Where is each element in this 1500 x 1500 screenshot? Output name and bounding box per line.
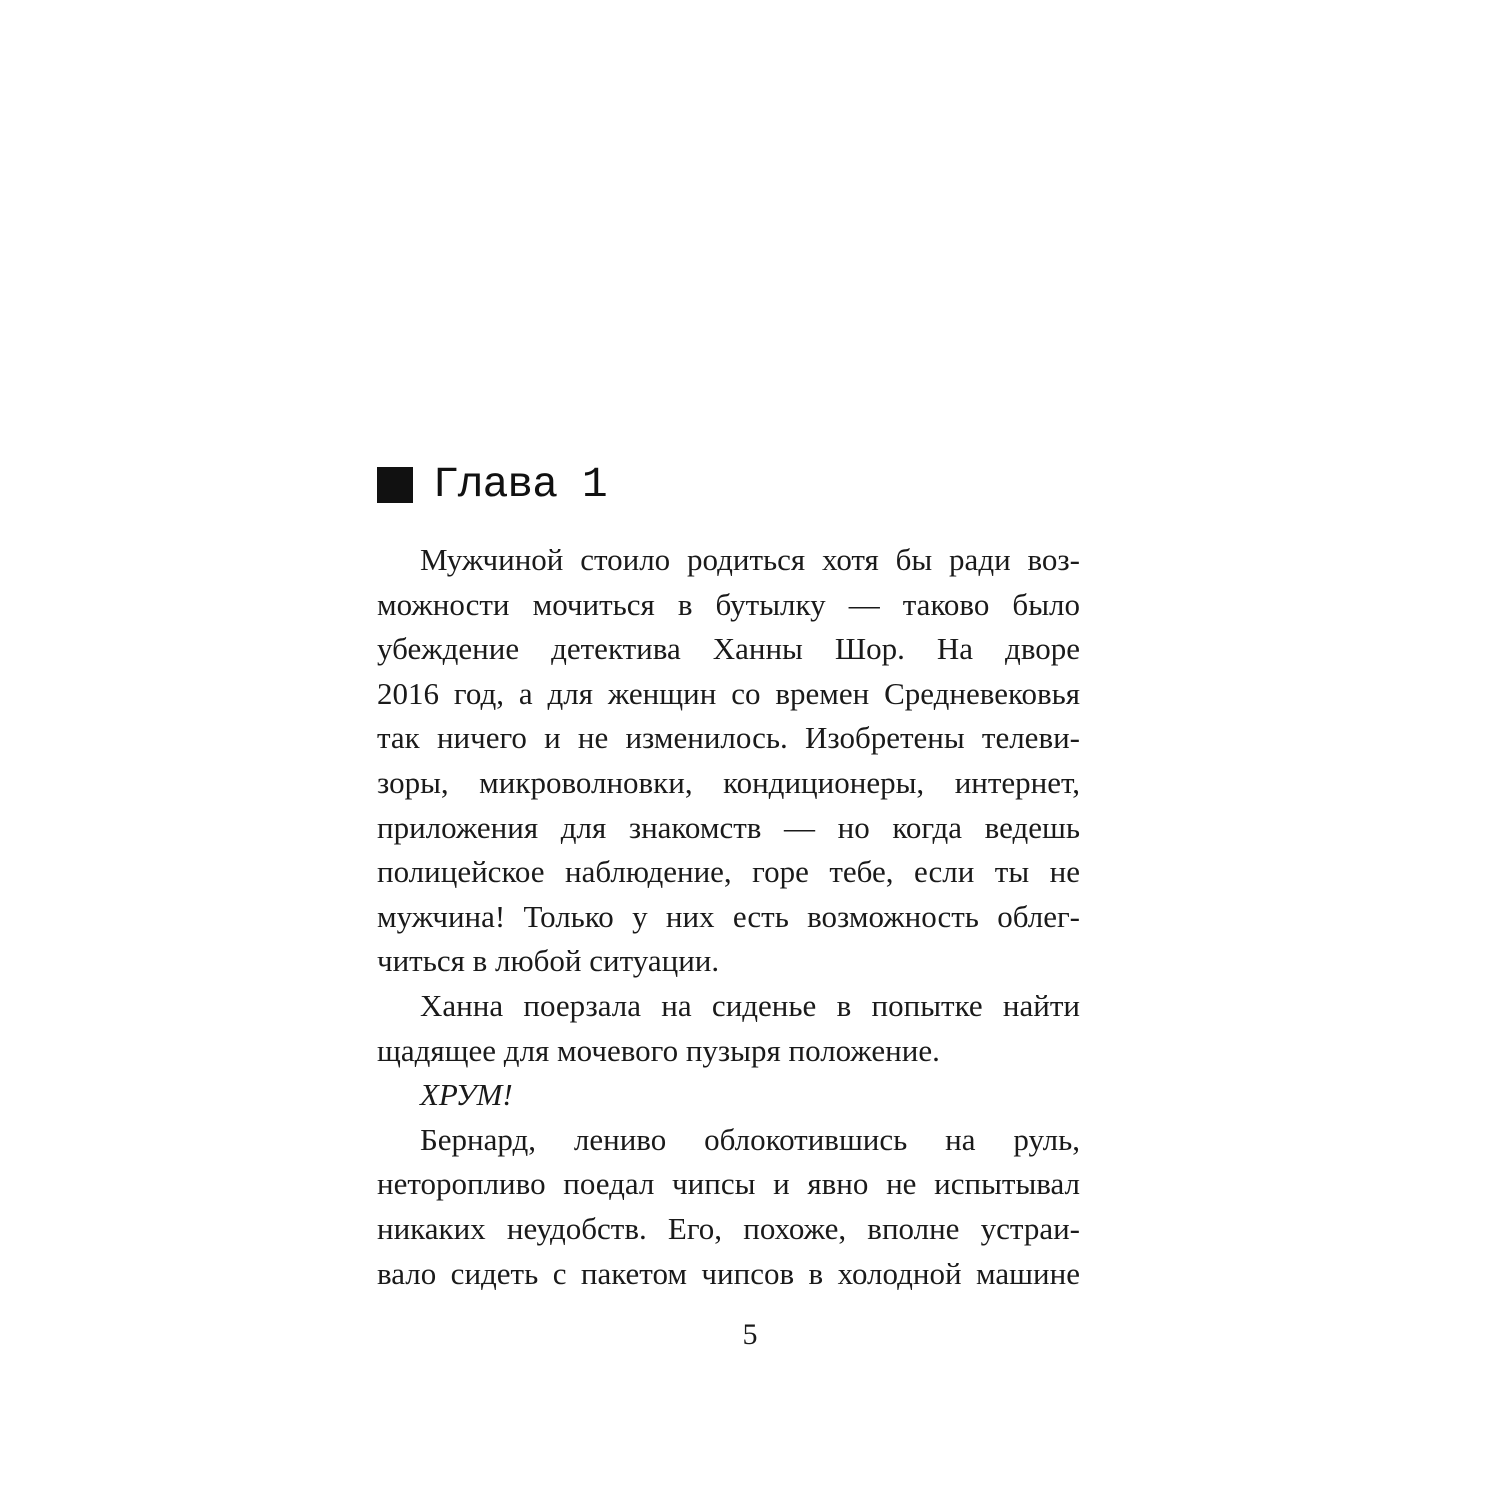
text-line: вало сидеть с пакетом чипсов в холодной машине: [377, 1255, 1080, 1291]
page-number: 5: [742, 1318, 758, 1351]
text-line: щадящее для мочевого пузыря положение.: [377, 1032, 940, 1068]
text-line: читься в любой ситуации.: [377, 943, 720, 979]
text-line: неторопливо поедал чипсы и явно не испытывал: [377, 1166, 1080, 1202]
paragraph: [377, 1118, 1080, 1296]
text-line: Мужчиной стоило родиться хотя бы ради воз-: [420, 542, 1080, 577]
text-line: мужчина! Только у них есть возможность облег-: [377, 898, 1080, 934]
paragraph: [377, 984, 1080, 1073]
text-line: 2016 год, а для женщин со времен Средневековья: [377, 675, 1080, 711]
text-line: приложения для знакомств — но когда ведешь: [377, 809, 1080, 845]
text-line: Бернард, лениво облокотившись на руль,: [420, 1121, 1080, 1157]
chapter-title: Глава 1: [433, 460, 607, 509]
text-line: Ханна поерзала на сиденье в попытке найти: [420, 987, 1080, 1023]
body-text: [377, 538, 1080, 1296]
text-line: можности мочиться в бутылку — таково было: [377, 586, 1080, 622]
paragraph: [377, 538, 1080, 984]
paragraph: [377, 1073, 1080, 1118]
text-line: ХРУМ!: [420, 1077, 513, 1113]
text-line: полицейское наблюдение, горе тебе, если ты не: [377, 854, 1080, 890]
chapter-heading: [377, 455, 607, 515]
text-line: убеждение детектива Ханны Шор. На дворе: [377, 631, 1080, 667]
chapter-square-icon: [377, 467, 413, 503]
text-line: так ничего и не изменилось. Изобретены телеви-: [377, 720, 1080, 756]
text-line: зоры, микроволновки, кондиционеры, интернет,: [377, 764, 1080, 800]
text-line: никаких неудобств. Его, похоже, вполне устраи-: [377, 1210, 1080, 1246]
